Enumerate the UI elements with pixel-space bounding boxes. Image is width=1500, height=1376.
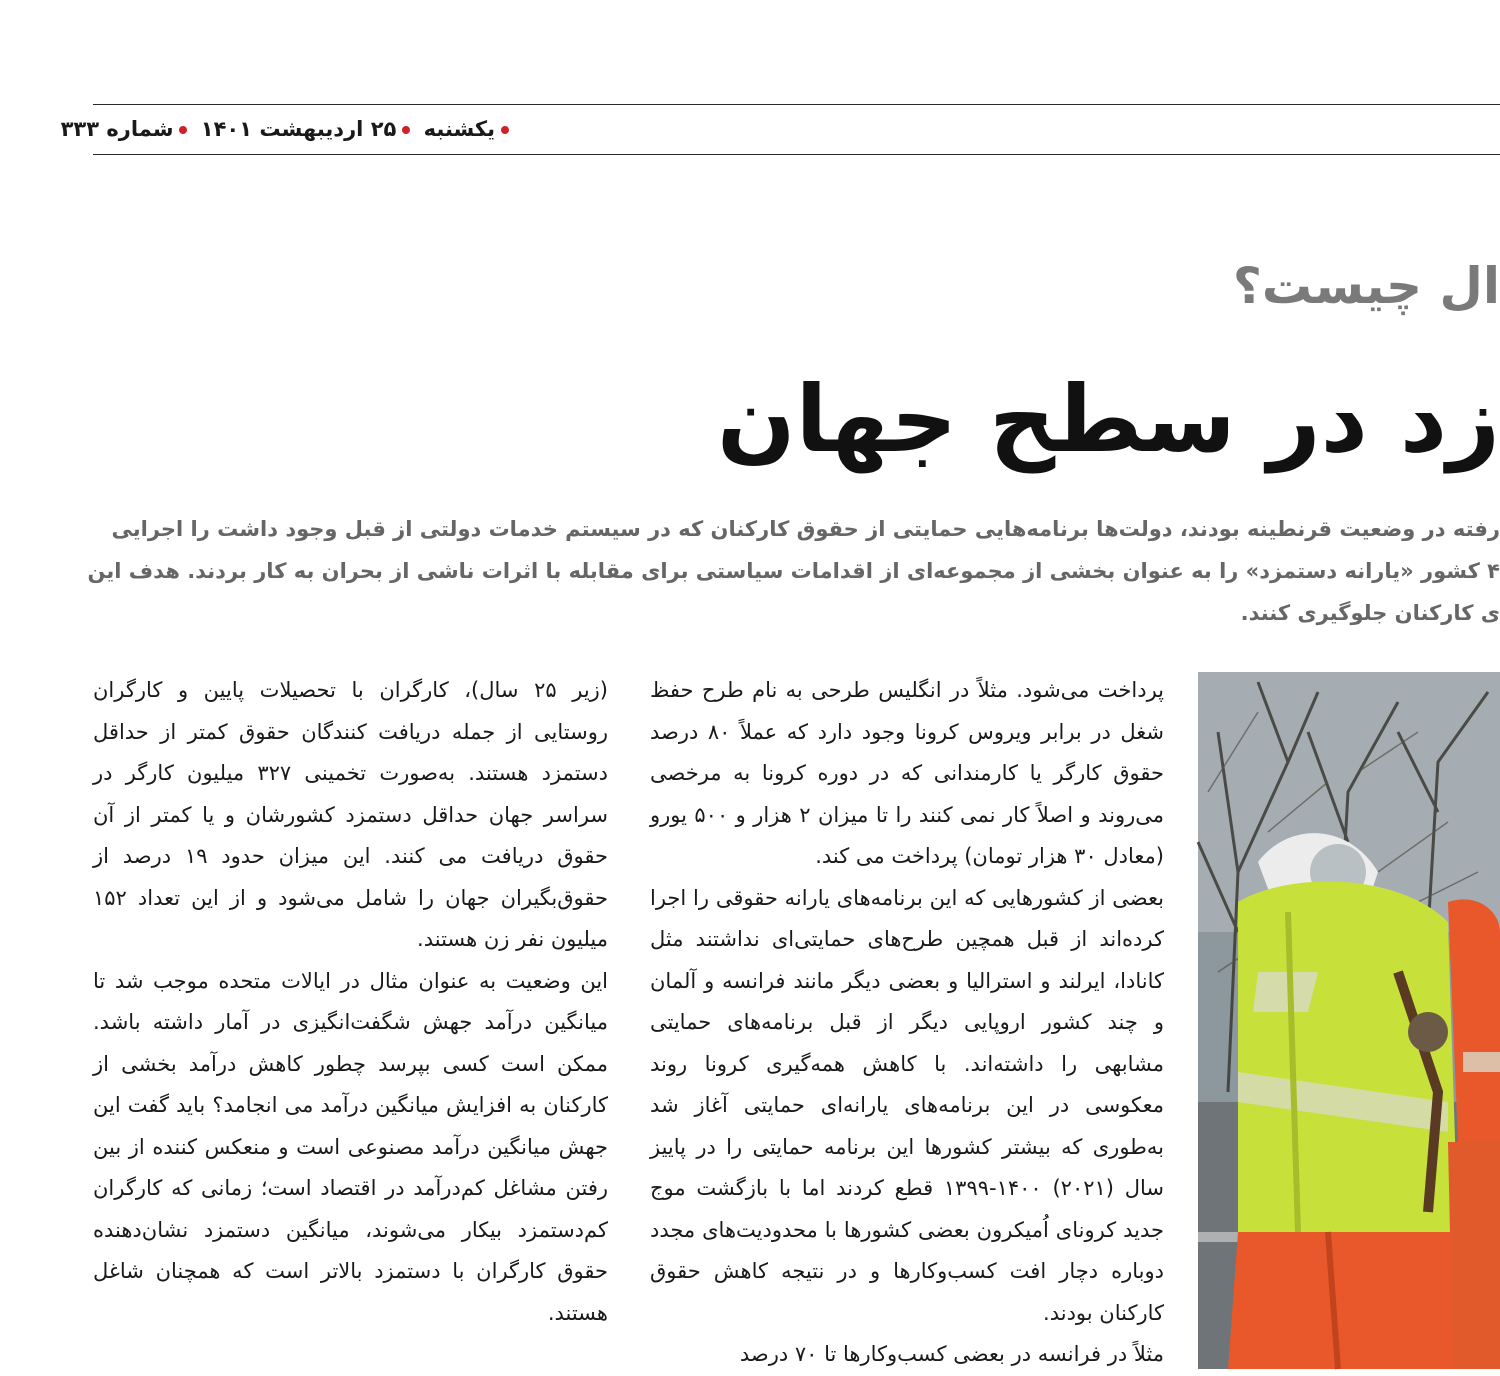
bullet-dot-icon (402, 126, 410, 134)
article-kicker: ال چیست؟ (1232, 257, 1500, 315)
bullet-dot-icon (179, 126, 187, 134)
header-rule-bottom (93, 154, 1500, 155)
paragraph: این وضعیت به عنوان مثال در ایالات متحده موجب شد تا میانگین درآمد جهش شگفت‌انگیزی در آمار داشته باشد. ممکن است کسی بپرسد چطور کاهش درآمد بخشی از کارکنان به افزایش میانگین درآمد می انجامد؟ باید گفت این جهش میانگین درآمد مصنوعی است و منعکس کننده از بین رفتن مشاغل کم‌درآمد در اقتصاد است؛ زمانی که کارگران کم‌دستمزد بیکار می‌شوند، میانگین دستمزد نشان‌دهنده حقوق کارگران با دستمزد بالاتر است که همچنان شاغل هستند. (93, 968, 608, 1325)
dateline (60, 114, 515, 144)
dateline-date: ۲۵ اردیبهشت ۱۴۰۱ (200, 117, 397, 141)
bullet-dot-icon (501, 126, 509, 134)
dateline-day: یکشنبه (423, 117, 495, 141)
article-column-left (93, 670, 608, 1334)
header-rule-top (93, 104, 1500, 105)
article-lead (87, 508, 1500, 634)
lead-line: ۴ کشور «یارانه دستمزد» را به عنوان بخشی از مجموعه‌ای از اقدامات سیاستی برای مقابله با اثرات ناشی از بحران به کار بردند. هدف این (87, 559, 1500, 583)
road-workers-illustration (1198, 672, 1500, 1369)
dateline-issue: شماره ۳۳۳ (60, 117, 174, 141)
paragraph: بعضی از کشورهایی که این برنامه‌های یارانه حقوقی را اجرا کرده‌اند از قبل همچین طرح‌های حمایتی‌ای نداشتند مثل کانادا، ایرلند و استرالیا و بعضی دیگر مانند فرانسه و آلمان و چند کشور اروپایی دیگر از قبل برنامه‌های حمایتی مشابهی را داشته‌اند. با کاهش همه‌گیری کرونا روند معکوسی در این برنامه‌های یارانه‌ای حمایتی آغاز شد به‌طوری که بیشتر کشورها این برنامه حمایتی را در پاییز سال (۲۰۲۱) ۱۴۰۰-۱۳۹۹ قطع کردند اما با بازگشت موج جدید کرونای اُمیکرون بعضی کشورها با محدودیت‌های مجدد دوباره دچار افت کسب‌وکارها و در نتیجه کاهش حقوق کارکنان بودند. (650, 885, 1164, 1325)
lead-line: رفته در وضعیت قرنطینه بودند، دولت‌ها برنامه‌هایی حمایتی از حقوق کارکنان که در سیستم خدمات دولتی از قبل وجود داشت را اجرایی (111, 517, 1500, 541)
paragraph: مثلاً در فرانسه در بعضی کسب‌وکارها تا ۷۰ درصد (739, 1342, 1164, 1366)
article-headline: زد در سطح جهان (717, 366, 1500, 473)
paragraph: پرداخت می‌شود. مثلاً در انگلیس طرحی به نام طرح حفظ شغل در برابر ویروس کرونا وجود دارد که عملاً ۸۰ درصد حقوق کارگر یا کارمندانی که در دوره کرونا به مرخصی می‌روند و اصلاً کار نمی کنند را تا میزان ۲ هزار و ۵۰۰ یورو (معادل ۳۰ هزار تومان) پرداخت می کند. (650, 678, 1164, 868)
article-column-middle (650, 670, 1164, 1376)
paragraph: (زیر ۲۵ سال)، کارگران با تحصیلات پایین و کارگران روستایی از جمله دریافت کنندگان حقوق کمتر از حداقل دستمزد هستند. به‌صورت تخمینی ۳۲۷ میلیون کارگر در سراسر جهان حداقل دستمزد کشورشان و یا کمتر از آن حقوق دریافت می کنند. این میزان حدود ۱۹ درصد از حقوق‌بگیران جهان را شامل می‌شود و از این تعداد ۱۵۲ میلیون نفر زن هستند. (93, 678, 609, 951)
lead-line: ی کارکنان جلوگیری کنند. (1240, 601, 1500, 625)
road-workers-photo (1198, 672, 1500, 1369)
